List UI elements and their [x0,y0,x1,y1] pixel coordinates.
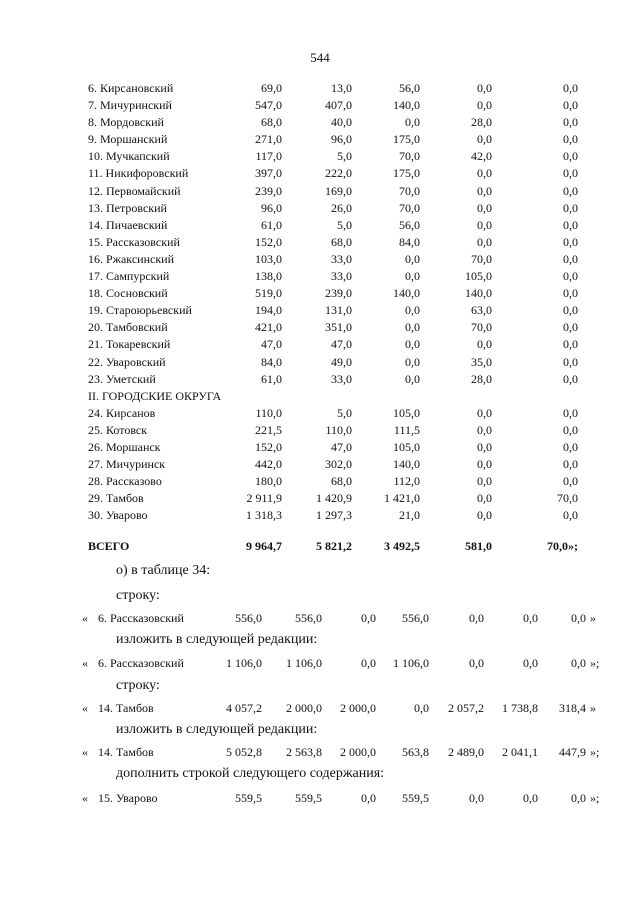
cell-col-5: 0,0 [563,457,578,472]
cell-col-1: 103,0 [255,251,282,266]
table-row [88,183,578,200]
cell-col-6: 0,0 [523,656,538,670]
add-row-instruction-text: дополнить строкой следующего содержания: [116,766,385,781]
row-name: 26. Моршанск [88,439,161,454]
cell-col-3: 175,0 [393,132,420,147]
open-quote: « [82,611,88,625]
cell-col-7: 0,0 [571,791,586,805]
close-quote: »; [590,745,600,759]
cell-col-2: 131,0 [325,303,352,318]
cell-col-1: 1 106,0 [226,656,262,670]
cell-col-2: 1 106,0 [286,656,322,670]
table-row [88,473,578,490]
cell-col-5: 0,0 [563,234,578,249]
row-name: 13. Петровский [88,200,167,215]
table-row [88,97,578,114]
cell-col-1: 61,0 [261,217,282,232]
cell-col-2: 351,0 [325,320,352,335]
row-name: 15. Уварово [98,791,158,805]
cell-col-5: 0,0 [469,611,484,625]
cell-col-4: 0,0 [477,200,492,215]
cell-col-4: 28,0 [471,371,492,386]
table-row [88,490,578,507]
cell-col-4: 0,0 [477,457,492,472]
cell-col-2: 556,0 [295,611,322,625]
cell-col-2: 33,0 [331,269,352,284]
cell-col-5: 2 057,2 [448,701,484,715]
section-row [88,388,578,405]
cell-col-7: 318,4 [559,701,586,715]
open-quote: « [82,656,88,670]
cell-col-3: 140,0 [393,286,420,301]
cell-col-3: 84,0 [399,234,420,249]
row-name: 6. Кирсановский [88,81,174,95]
cell-col-3: 0,0 [405,354,420,369]
cell-col-5: 0,0 [563,371,578,386]
open-quote: « [82,701,88,715]
cell-col-1: 61,0 [261,371,282,386]
row-name: 24. Кирсанов [88,405,156,420]
cell-col-2: 68,0 [331,474,352,489]
quote-row [0,656,640,674]
cell-col-2: 96,0 [331,132,352,147]
cell-col-4: 0,0 [477,491,492,506]
cell-col-5: 0,0 [563,269,578,284]
cell-col-2: 1 297,3 [316,508,352,523]
cell-col-6: 2 041,1 [502,745,538,759]
cell-col-4: 1 106,0 [393,656,429,670]
close-quote: » [590,701,596,715]
cell-col-1: 547,0 [255,98,282,113]
row-name: 23. Уметский [88,371,156,386]
cell-col-1: 221,5 [255,422,282,437]
table-row [88,251,578,268]
cell-col-3: 0,0 [405,269,420,284]
cell-col-2: 13,0 [331,81,352,95]
cell-col-3: 0,0 [405,115,420,130]
cell-col-1: 559,5 [235,791,262,805]
cell-col-4: 42,0 [471,149,492,164]
cell-col-1: 138,0 [255,269,282,284]
cell-col-4: 28,0 [471,115,492,130]
cell-col-3: 140,0 [393,457,420,472]
cell-col-3: 0,0 [405,251,420,266]
cell-col-4: 0,0 [477,183,492,198]
cell-col-3: 0,0 [361,656,376,670]
cell-col-2: 110,0 [325,422,352,437]
cell-col-2: 1 420,9 [316,491,352,506]
row-name: 25. Котовск [88,422,148,437]
cell-col-2: 47,0 [331,439,352,454]
table34-heading: о) в таблице 34: [116,563,211,578]
cell-col-2: 302,0 [325,457,352,472]
row-name: 12. Первомайский [88,183,181,198]
cell-col-4: 35,0 [471,354,492,369]
cell-col-5: 70,0»; [547,539,578,554]
cell-col-3: 21,0 [399,508,420,523]
table-row [88,234,578,251]
cell-col-5: 0,0 [563,81,578,95]
close-quote: »; [590,656,600,670]
cell-col-7: 0,0 [571,656,586,670]
cell-col-2: 49,0 [331,354,352,369]
cell-col-4: 70,0 [471,251,492,266]
row-name: 8. Мордовский [88,115,164,130]
cell-col-4: 0,0 [477,439,492,454]
table-row [88,302,578,319]
cell-col-2: 407,0 [325,98,352,113]
cell-col-4: 556,0 [402,611,429,625]
cell-col-3: 0,0 [361,791,376,805]
cell-col-4: 0,0 [477,132,492,147]
cell-col-2: 68,0 [331,234,352,249]
cell-col-2: 5,0 [337,405,352,420]
cell-col-5: 0,0 [563,115,578,130]
cell-col-1: 2 911,9 [246,491,282,506]
cell-col-5: 0,0 [563,508,578,523]
cell-col-4: 140,0 [465,286,492,301]
page-number: 544 [310,50,330,65]
cell-col-4: 581,0 [465,539,492,554]
cell-col-1: 194,0 [255,303,282,318]
row-name: 17. Сампурский [88,269,170,284]
cell-col-5: 0,0 [563,166,578,181]
table-row [88,285,578,302]
row-name: 15. Рассказовский [88,234,180,249]
cell-col-3: 1 421,0 [384,491,420,506]
row-name: 28. Рассказово [88,474,162,489]
section-title: II. ГОРОДСКИЕ ОКРУГА [88,388,222,403]
row-name: 22. Уваровский [88,354,166,369]
cell-col-1: 96,0 [261,200,282,215]
quote-row [0,791,640,809]
cell-col-3: 56,0 [399,217,420,232]
cell-col-6: 1 738,8 [502,701,538,715]
row-label-text: строку: [116,678,160,693]
cell-col-5: 0,0 [563,251,578,266]
cell-col-5: 2 489,0 [448,745,484,759]
cell-col-5: 0,0 [563,405,578,420]
table-row [88,200,578,217]
cell-col-5: 0,0 [563,422,578,437]
cell-col-4: 563,8 [402,745,429,759]
cell-col-5: 0,0 [469,656,484,670]
cell-col-1: 5 052,8 [226,745,262,759]
cell-col-1: 117,0 [255,149,282,164]
row-name: 11. Никифоровский [88,166,189,181]
row-name: ВСЕГО [88,539,130,554]
cell-col-3: 175,0 [393,166,420,181]
quote-row [0,611,640,629]
cell-col-3: 70,0 [399,200,420,215]
cell-col-2: 26,0 [331,200,352,215]
cell-col-3: 70,0 [399,149,420,164]
cell-col-3: 56,0 [399,81,420,95]
cell-col-2: 5,0 [337,149,352,164]
cell-col-3: 3 492,5 [384,539,420,554]
cell-col-1: 271,0 [255,132,282,147]
cell-col-5: 0,0 [563,337,578,352]
cell-col-5: 70,0 [557,491,578,506]
cell-col-1: 442,0 [255,457,282,472]
row-name: 10. Мучкапский [88,149,170,164]
table-row [88,336,578,353]
open-quote: « [82,745,88,759]
cell-col-4: 0,0 [477,98,492,113]
cell-col-5: 0,0 [563,474,578,489]
cell-col-4: 0,0 [477,337,492,352]
cell-col-5: 0,0 [563,303,578,318]
table-row [88,114,578,131]
cell-col-4: 0,0 [477,81,492,95]
row-name: 16. Ржаксинский [88,251,174,266]
row-name: 18. Сосновский [88,286,168,301]
cell-col-1: 239,0 [255,183,282,198]
cell-col-6: 0,0 [523,611,538,625]
cell-col-3: 0,0 [405,371,420,386]
cell-col-4: 0,0 [477,422,492,437]
quote-row [0,701,640,719]
row-name: 14. Пичаевский [88,217,168,232]
cell-col-2: 47,0 [331,337,352,352]
cell-col-2: 2 000,0 [286,701,322,715]
table-row [88,148,578,165]
row-name: 20. Тамбовский [88,320,168,335]
row-name: 19. Староюрьевский [88,303,192,318]
table-row [88,268,578,285]
cell-col-4: 559,5 [402,791,429,805]
cell-col-3: 105,0 [393,439,420,454]
cell-col-2: 5,0 [337,217,352,232]
cell-col-5: 0,0 [563,132,578,147]
cell-col-2: 239,0 [325,286,352,301]
cell-col-1: 180,0 [255,474,282,489]
cell-col-5: 0,0 [563,149,578,164]
row-name: 29. Тамбов [88,491,144,506]
row-name: 6. Рассказовский [98,656,184,670]
cell-col-2: 40,0 [331,115,352,130]
cell-col-3: 111,5 [393,422,420,437]
table-row [88,217,578,234]
table-row [88,507,578,524]
edit-instruction-text: изложить в следующей редакции: [116,632,318,647]
row-name: 7. Мичуринский [88,98,172,113]
cell-col-3: 112,0 [393,474,420,489]
cell-col-7: 0,0 [571,611,586,625]
table-row [88,80,578,97]
cell-col-1: 152,0 [255,234,282,249]
cell-col-2: 5 821,2 [316,539,352,554]
table-row [88,319,578,336]
cell-col-3: 0,0 [405,303,420,318]
cell-col-1: 110,0 [255,405,282,420]
cell-col-1: 68,0 [261,115,282,130]
cell-col-2: 33,0 [331,251,352,266]
cell-col-3: 0,0 [405,320,420,335]
close-quote: »; [590,791,600,805]
table-row [88,371,578,388]
cell-col-5: 0,0 [563,183,578,198]
row-label-text: строку: [116,588,160,603]
cell-col-4: 0,0 [477,217,492,232]
total-row [88,524,578,560]
cell-col-4: 0,0 [477,474,492,489]
cell-col-1: 1 318,3 [246,508,282,523]
cell-col-1: 421,0 [255,320,282,335]
cell-col-4: 105,0 [465,269,492,284]
row-name: 27. Мичуринск [88,457,166,472]
data-table [88,80,578,560]
cell-col-3: 140,0 [393,98,420,113]
cell-col-4: 0,0 [414,701,429,715]
cell-col-2: 33,0 [331,371,352,386]
row-name: 30. Уварово [88,508,148,523]
cell-col-4: 70,0 [471,320,492,335]
cell-col-5: 0,0 [563,439,578,454]
cell-col-2: 222,0 [325,166,352,181]
cell-col-4: 0,0 [477,405,492,420]
table-row [88,354,578,371]
cell-col-5: 0,0 [563,98,578,113]
cell-col-4: 0,0 [477,234,492,249]
cell-col-5: 0,0 [563,200,578,215]
cell-col-1: 152,0 [255,439,282,454]
cell-col-1: 397,0 [255,166,282,181]
cell-col-4: 0,0 [477,166,492,181]
table-row [88,456,578,473]
cell-col-3: 105,0 [393,405,420,420]
cell-col-1: 4 057,2 [226,701,262,715]
cell-col-1: 84,0 [261,354,282,369]
table-row [88,405,578,422]
cell-col-5: 0,0 [563,320,578,335]
cell-col-5: 0,0 [563,354,578,369]
cell-col-4: 0,0 [477,508,492,523]
table-row [88,131,578,148]
cell-col-3: 2 000,0 [340,745,376,759]
row-name: 21. Токаревский [88,337,171,352]
row-name: 14. Тамбов [98,701,154,715]
edit-instruction-text: изложить в следующей редакции: [116,722,318,737]
cell-col-4: 63,0 [471,303,492,318]
table-row [88,439,578,456]
table-row [88,422,578,439]
cell-col-3: 0,0 [405,337,420,352]
cell-col-5: 0,0 [563,286,578,301]
cell-col-2: 169,0 [325,183,352,198]
cell-col-3: 2 000,0 [340,701,376,715]
table-row [88,165,578,182]
cell-col-1: 69,0 [261,81,282,95]
cell-col-1: 519,0 [255,286,282,301]
quote-row [0,745,640,763]
close-quote: » [590,611,596,625]
cell-col-1: 556,0 [235,611,262,625]
cell-col-7: 447,9 [559,745,586,759]
cell-col-1: 47,0 [261,337,282,352]
cell-col-3: 0,0 [361,611,376,625]
cell-col-2: 2 563,8 [286,745,322,759]
cell-col-2: 559,5 [295,791,322,805]
cell-col-3: 70,0 [399,183,420,198]
cell-col-1: 9 964,7 [246,539,282,554]
row-name: 14. Тамбов [98,745,154,759]
row-name: 9. Моршанский [88,132,168,147]
cell-col-5: 0,0 [469,791,484,805]
row-name: 6. Рассказовский [98,611,184,625]
cell-col-5: 0,0 [563,217,578,232]
cell-col-6: 0,0 [523,791,538,805]
open-quote: « [82,791,88,805]
